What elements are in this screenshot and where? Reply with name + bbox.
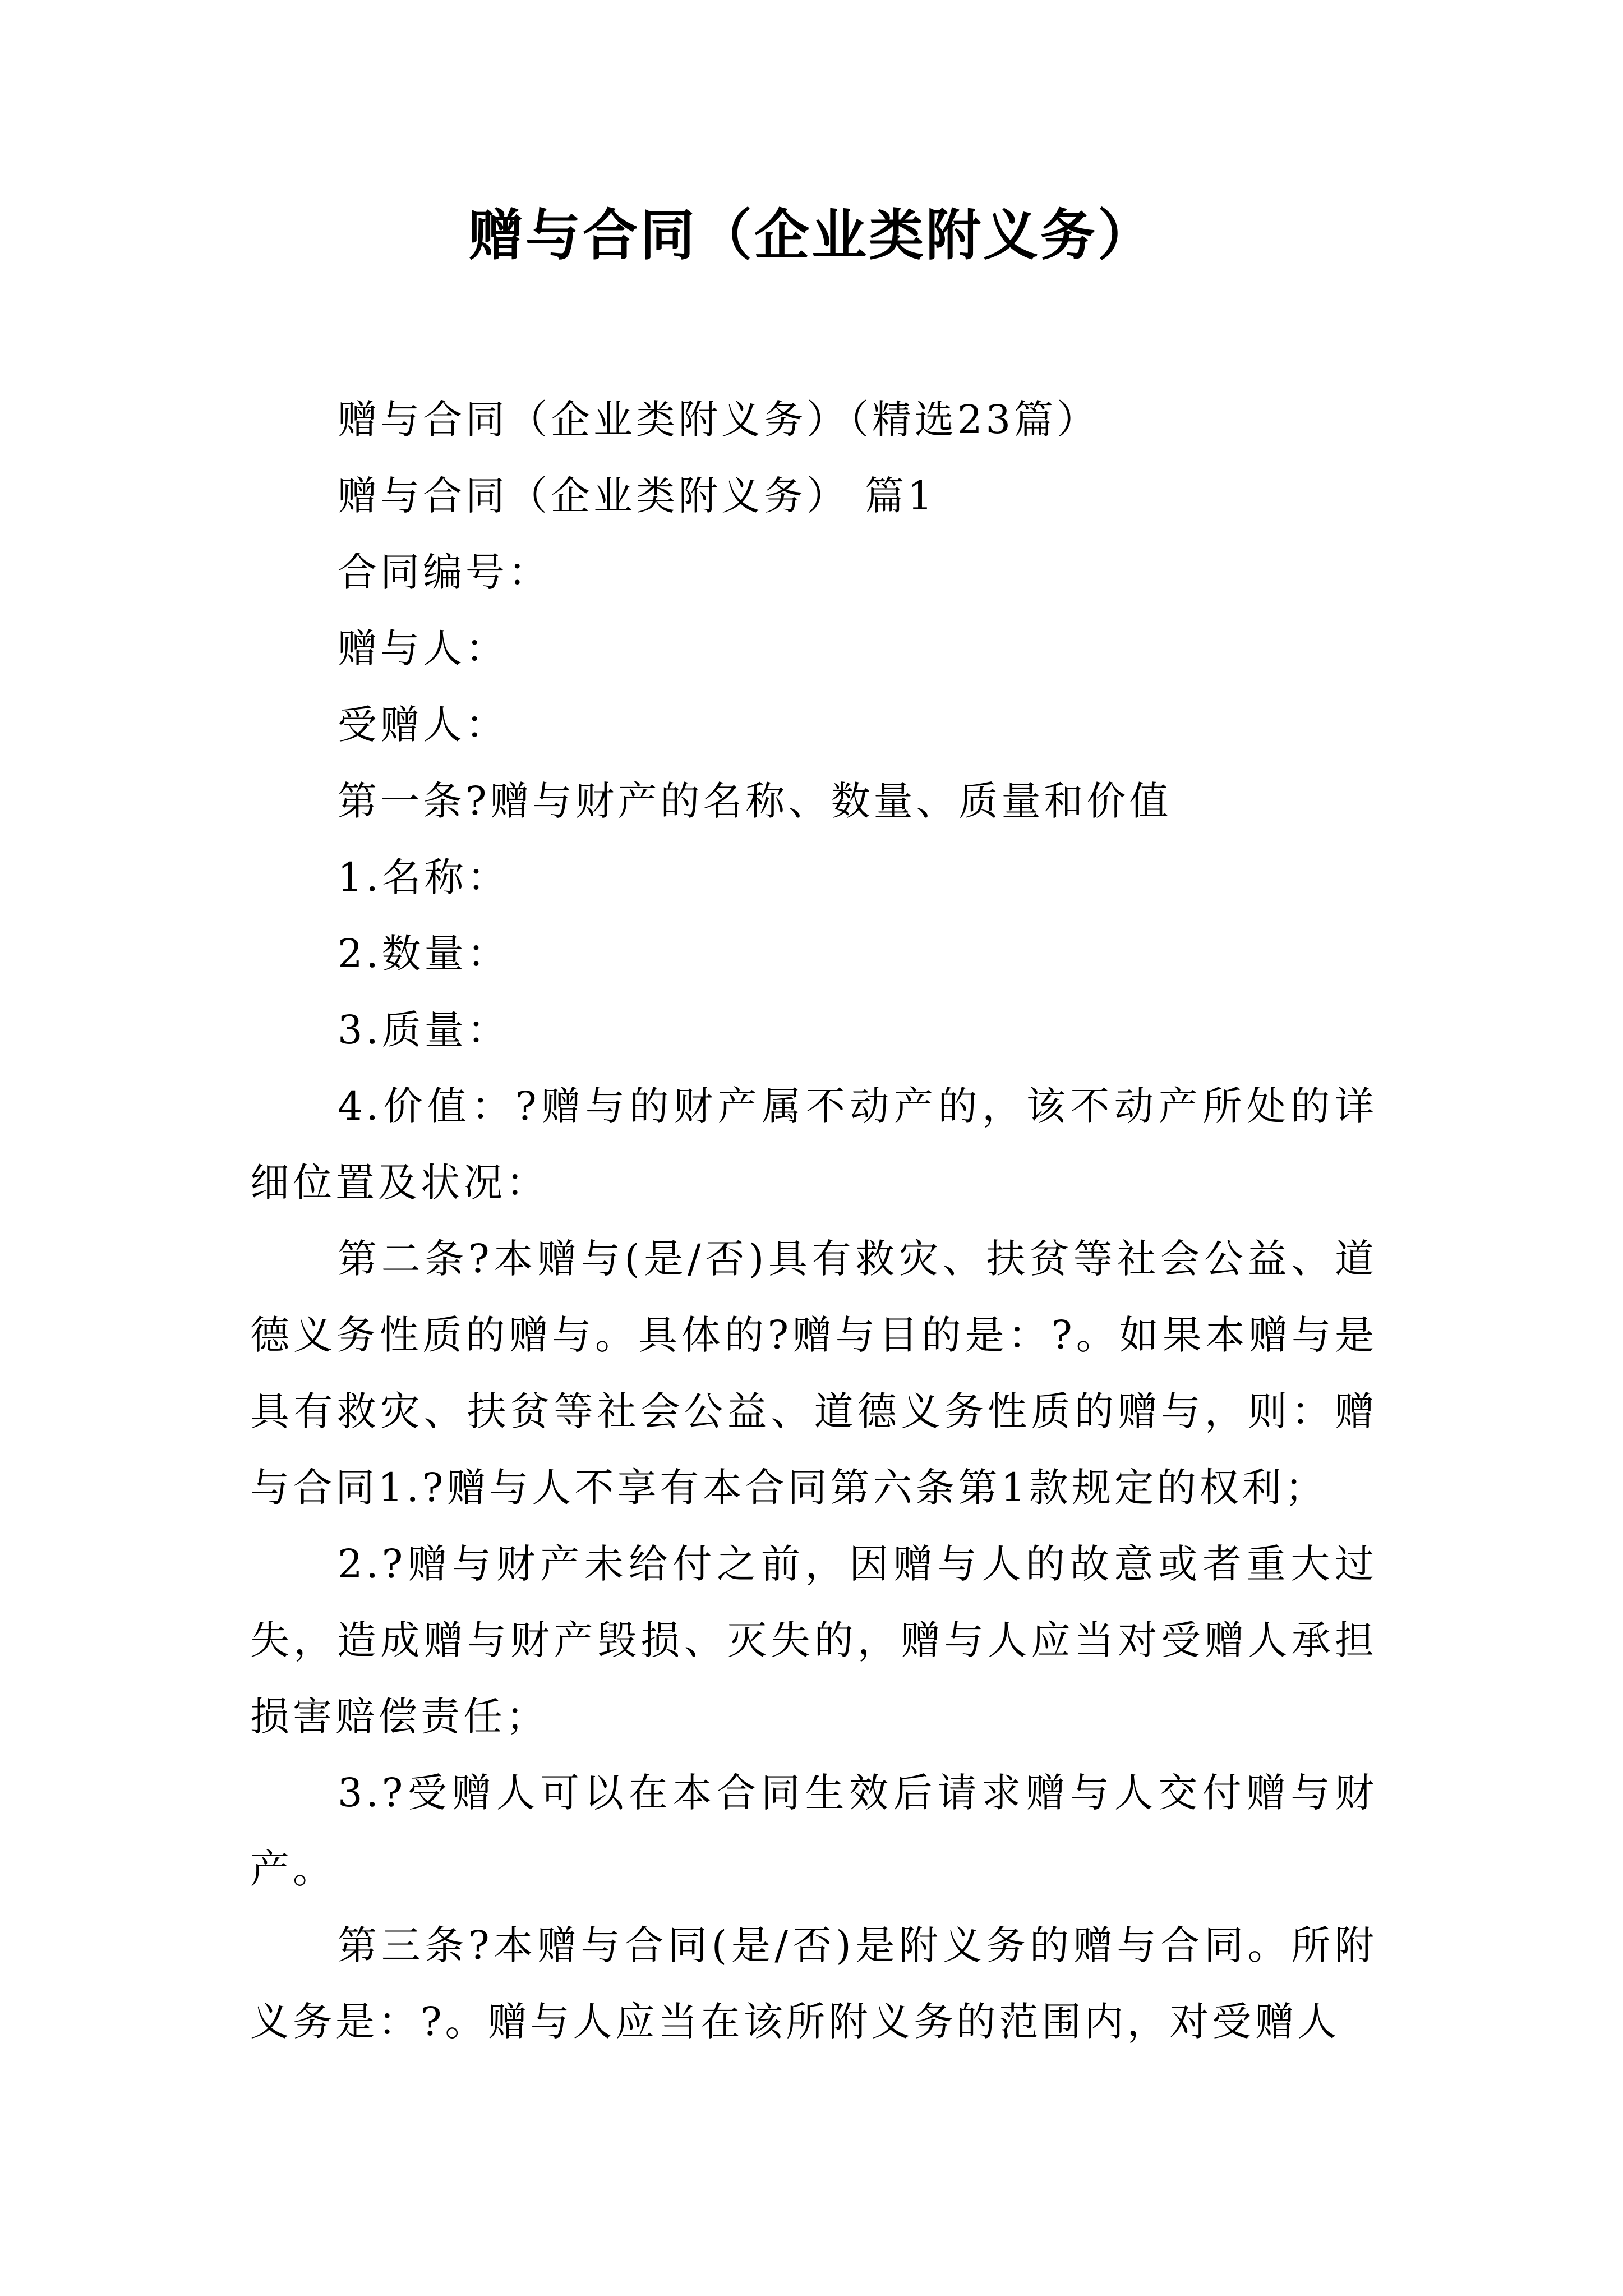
paragraph-donor: 赠与人： bbox=[338, 625, 508, 671]
paragraph-item-quantity: 2.数量： bbox=[338, 931, 510, 977]
document-body bbox=[250, 381, 1377, 2060]
paragraph-clause-3: 3.?受赠人可以在本合同生效后请求赠与人交付赠与财产。 bbox=[250, 1770, 1377, 1892]
paragraph-item-quality: 3.质量： bbox=[338, 1007, 510, 1053]
document-title: 赠与合同（企业类附义务） bbox=[468, 203, 1155, 268]
paragraph-article-3: 第三条?本赠与合同(是/否)是附义务的赠与合同。所附义务是：?。赠与人应当在该所附义务的范围内，对受赠人 bbox=[250, 1922, 1377, 2045]
paragraph-clause-2: 2.?赠与财产未给付之前，因赠与人的故意或者重大过失，造成赠与财产毁损、灭失的，赠与人应当对受赠人承担损害赔偿责任； bbox=[250, 1541, 1377, 1740]
paragraph-article-1: 第一条?赠与财产的名称、数量、质量和价值 bbox=[338, 778, 1172, 824]
paragraph-item-name: 1.名称： bbox=[338, 854, 510, 900]
paragraph-contract-number: 合同编号： bbox=[338, 549, 551, 595]
paragraph-section-heading: 赠与合同（企业类附义务） 篇1 bbox=[338, 473, 936, 519]
paragraph-item-value: 4.价值：?赠与的财产属不动产的，该不动产所处的详细位置及状况： bbox=[250, 1083, 1377, 1205]
paragraph-donee: 受赠人： bbox=[338, 702, 508, 748]
paragraph-article-2: 第二条?本赠与(是/否)具有救灾、扶贫等社会公益、道德义务性质的赠与。具体的?赠与目的是：?。如果本赠与是具有救灾、扶贫等社会公益、道德义务性质的赠与，则：赠与合同1.?赠与人不享有本合同第六条第1款规定的权利； bbox=[250, 1236, 1377, 1511]
paragraph-subtitle: 赠与合同（企业类附义务）（精选23篇） bbox=[338, 397, 1100, 443]
